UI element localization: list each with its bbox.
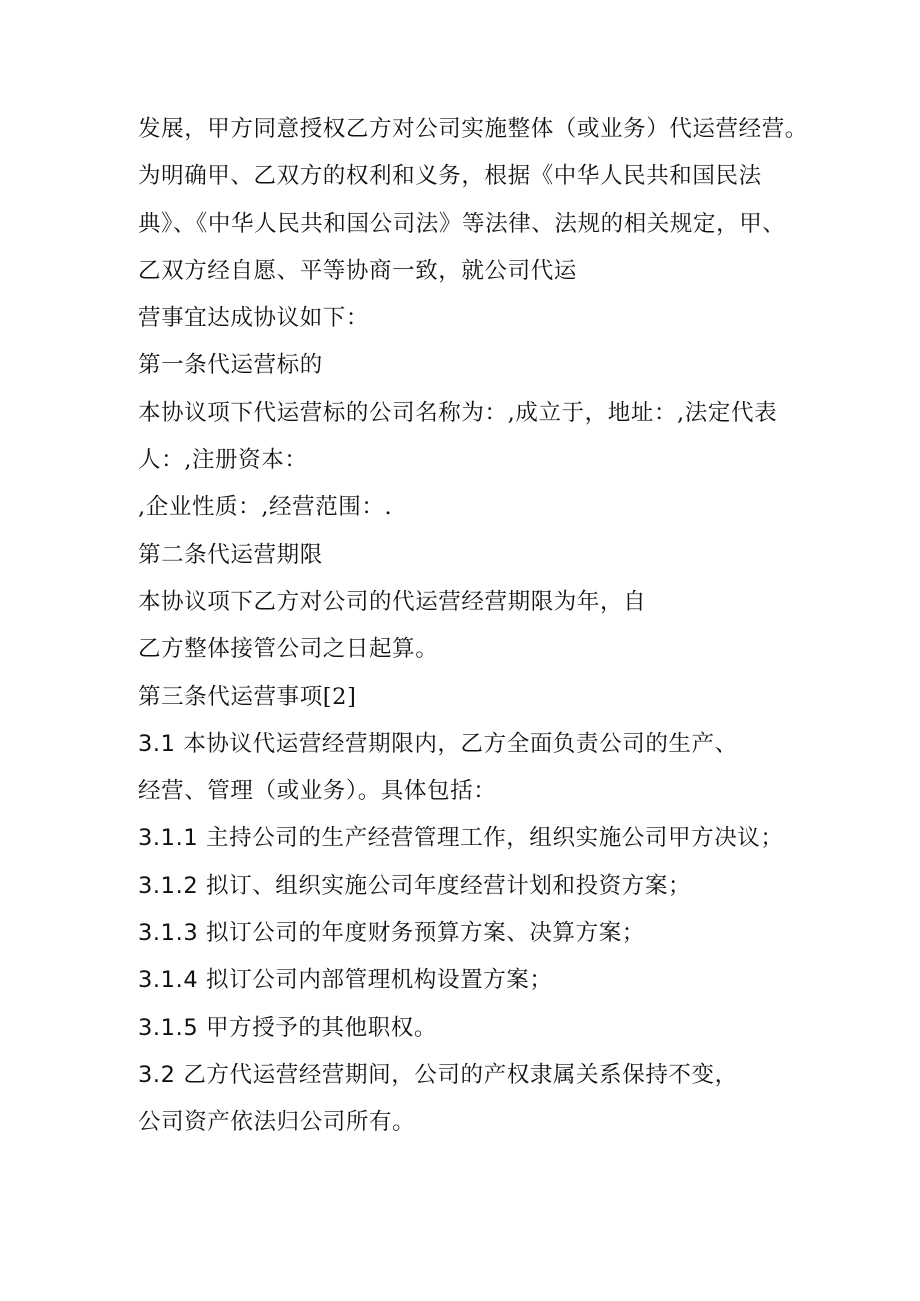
clause-line: 3.1.1 主持公司的生产经营管理工作，组织实施公司甲方决议； [138,825,784,852]
paragraph-line: 经营、管理（或业务）。具体包括： [138,778,497,805]
paragraph-line: ,企业性质：,经营范围：. [138,494,393,521]
clause-line: 3.1.3 拟订公司的年度财务预算方案、决算方案； [138,920,645,947]
paragraph-line: 人：,注册资本： [138,447,308,474]
section-heading: 第二条代运营期限 [138,541,323,568]
clause-line: 3.1.5 甲方授予的其他职权。 [138,1014,438,1041]
section-heading: 第三条代运营事项[2] [138,683,357,710]
paragraph-line: 为明确甲、乙双方的权利和义务，根据《中华人民共和国民法 [138,163,762,190]
clause-line: 3.1.2 拟订、组织实施公司年度经营计划和投资方案； [138,872,692,899]
paragraph-line: 发展，甲方同意授权乙方对公司实施整体（或业务）代运营经营。 [138,116,808,142]
document-body [138,106,808,1147]
section-heading: 第一条代运营标的 [138,352,323,379]
paragraph-line: 营事宜达成协议如下： [138,305,370,332]
paragraph-line: 乙双方经自愿、平等协商一致，就公司代运 [138,257,577,284]
clause-line: 3.1 本协议代运营经营期限内，乙方全面负责公司的生产、 [138,730,738,757]
paragraph-line: 典》、《中华人民共和国公司法》等法律、法规的相关规定，甲、 [138,210,786,237]
clause-line: 3.1.4 拟订公司内部管理机构设置方案； [138,967,553,994]
paragraph-line: 乙方整体接管公司之日起算。 [138,636,439,663]
paragraph-line: 本协议项下代运营标的公司名称为：,成立于，地址：,法定代表 [138,399,778,426]
paragraph-line: 公司资产依法归公司所有。 [138,1109,416,1136]
clause-line: 3.2 乙方代运营经营期间，公司的产权隶属关系保持不变， [138,1061,738,1088]
paragraph-line: 本协议项下乙方对公司的代运营经营期限为年，自 [138,588,647,615]
